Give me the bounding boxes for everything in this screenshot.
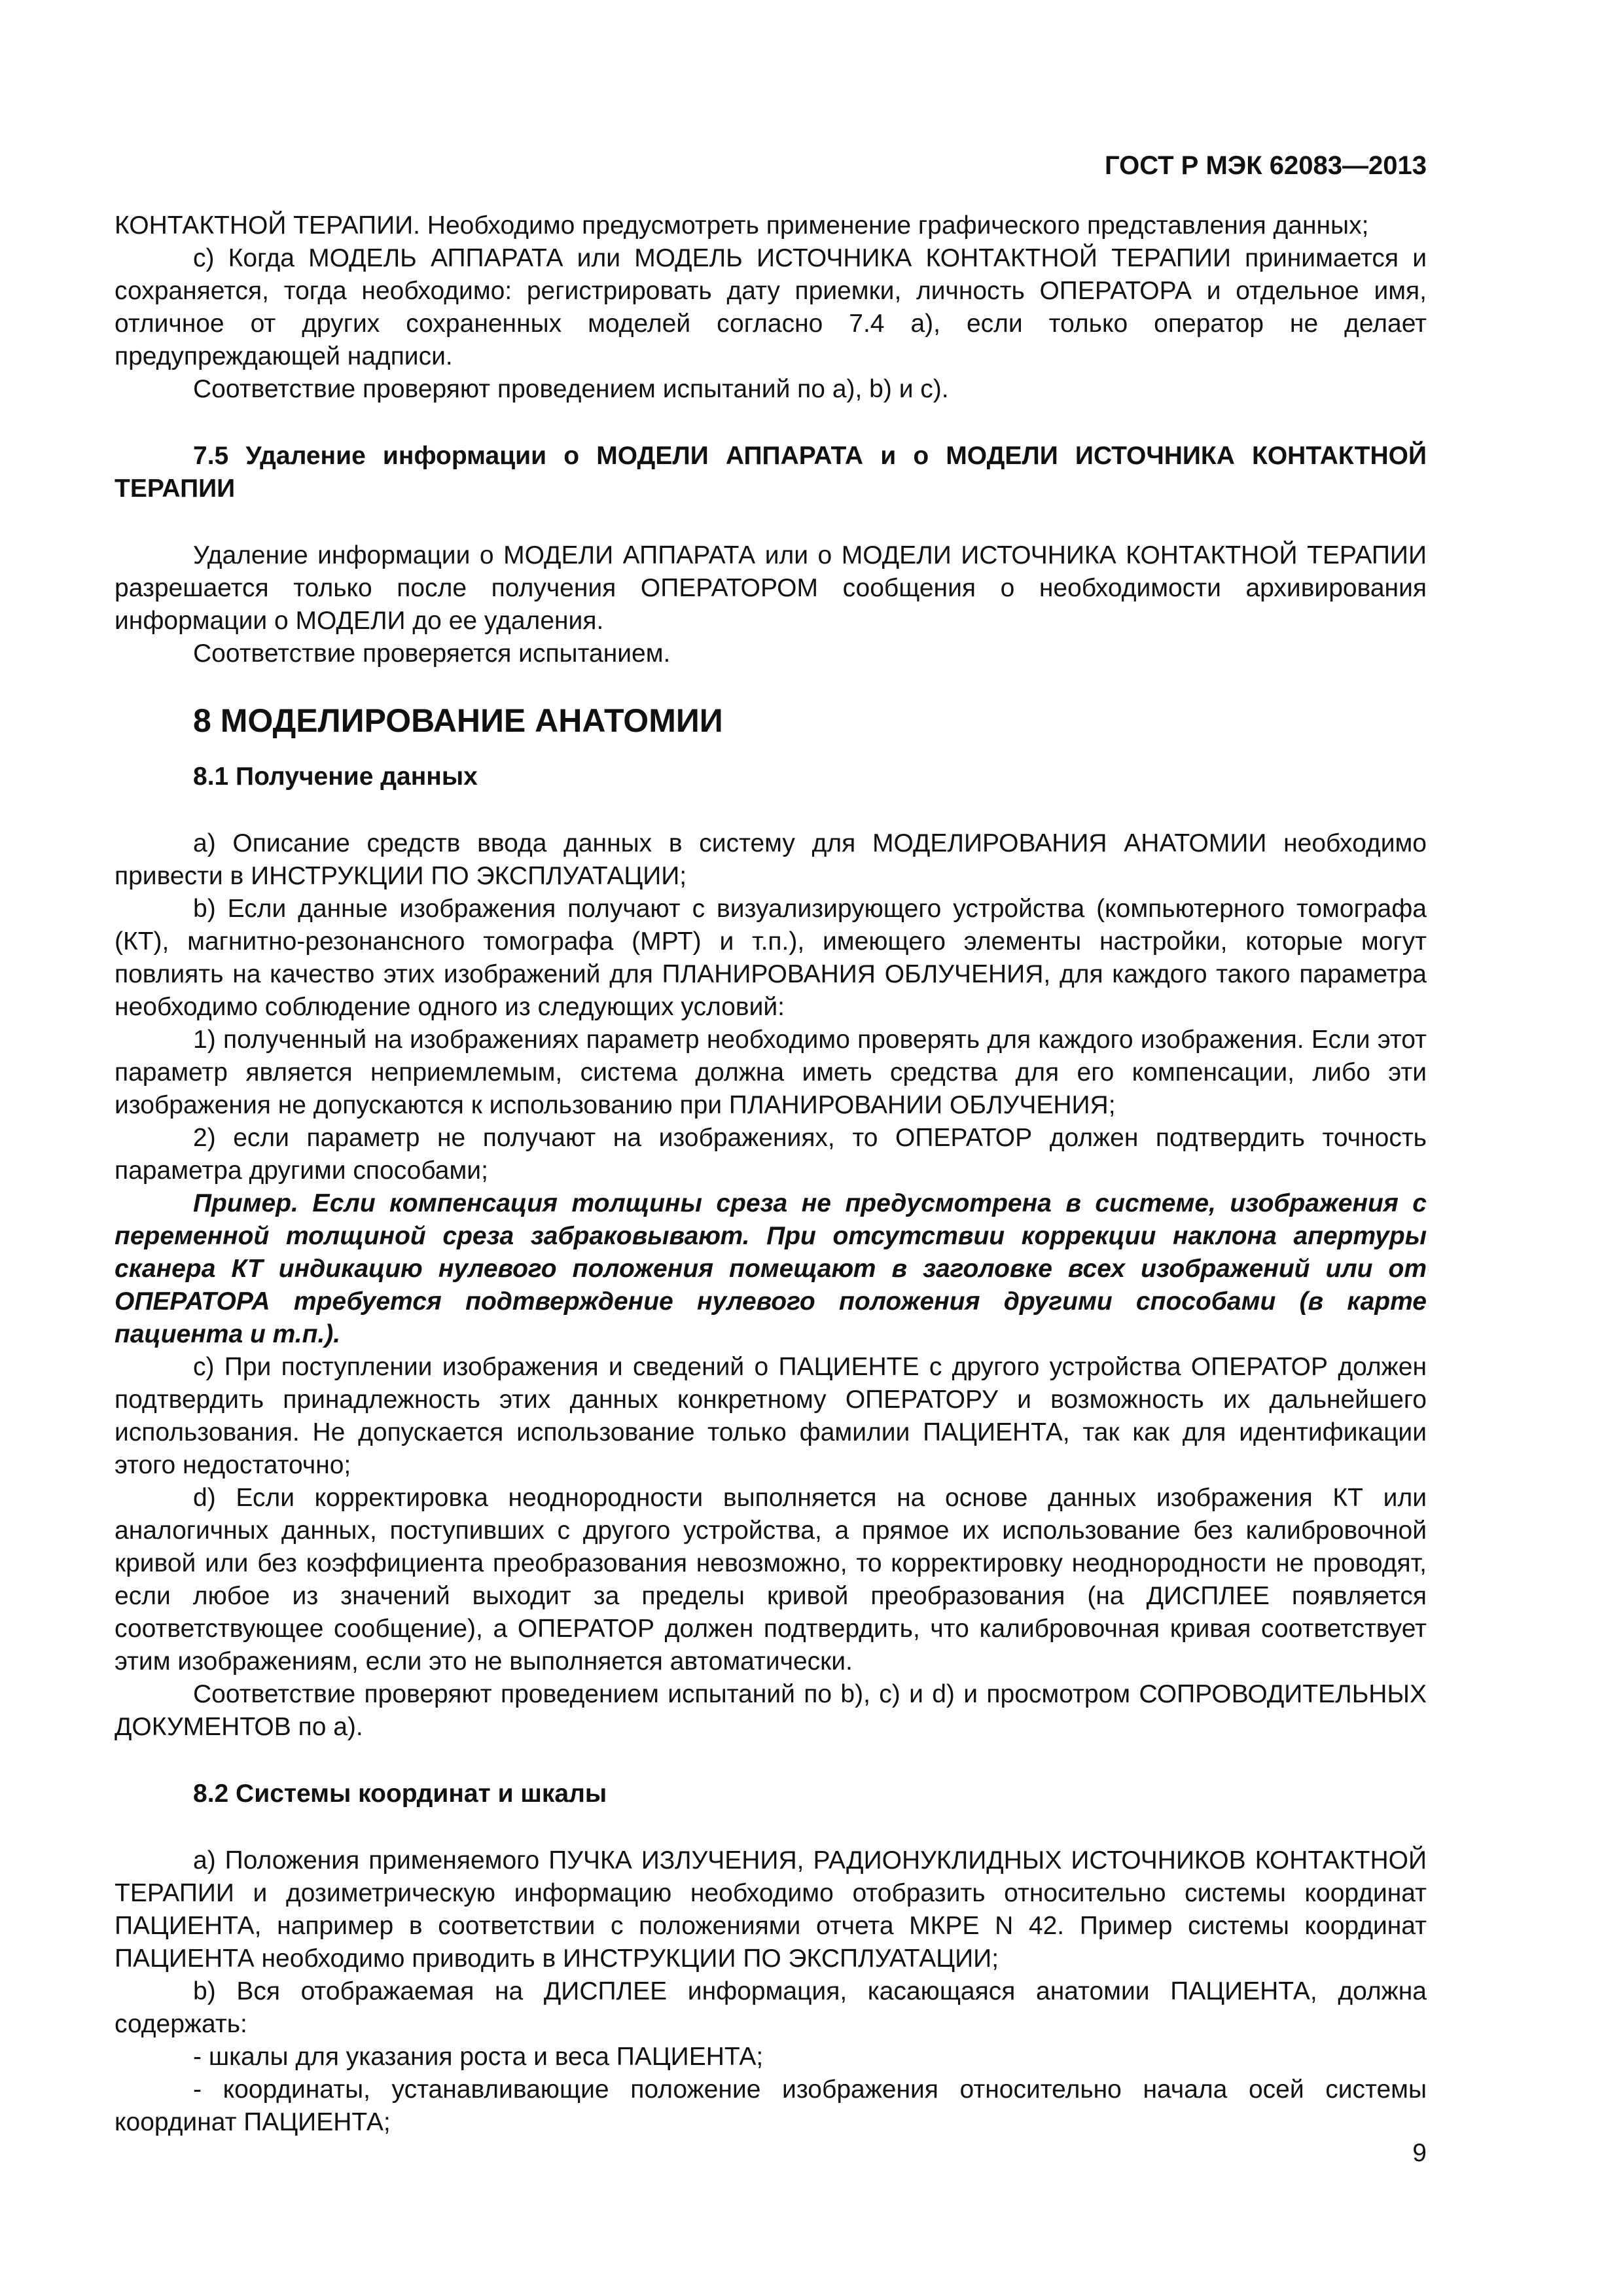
section-heading-8-1: 8.1 Получение данных xyxy=(193,762,478,791)
list-item: - шкалы для указания роста и веса ПАЦИЕНТА; xyxy=(193,2043,764,2071)
paragraph: с) При поступлении изображения и сведений о ПАЦИЕНТЕ с другого устройства ОПЕРАТОР должен подтвердить принадлежность этих данных конкретному ОПЕРАТОРУ и возможность их дальнейшего использования. Не допускается использование только фамилии ПАЦИЕНТА, так как для идентификации этого недостаточно; xyxy=(115,1353,1427,1479)
section-heading-8: 8 МОДЕЛИРОВАНИЕ АНАТОМИИ xyxy=(193,702,723,739)
paragraph: Соответствие проверяется испытанием. xyxy=(193,639,671,668)
document-header: ГОСТ Р МЭК 62083—2013 xyxy=(1104,151,1427,180)
document-body xyxy=(115,209,1427,2139)
page-number: 9 xyxy=(1412,2139,1427,2167)
paragraph: 2) если параметр не получают на изображениях, то ОПЕРАТОР должен подтвердить точность параметра другими способами; xyxy=(115,1124,1427,1185)
section-heading-8-2: 8.2 Системы координат и шкалы xyxy=(193,1780,607,1808)
paragraph: а) Описание средств ввода данных в систему для МОДЕЛИРОВАНИЯ АНАТОМИИ необходимо привести в ИНСТРУКЦИИ ПО ЭКСПЛУАТАЦИИ; xyxy=(115,829,1427,890)
list-item: - координаты, устанавливающие положение изображения относительно начала осей системы координат ПАЦИЕНТА; xyxy=(115,2075,1427,2136)
paragraph: 1) полученный на изображениях параметр необходимо проверять для каждого изображения. Если этот параметр является неприемлемым, система должна иметь средства для его компенсации, либо эти изображения не допускаются к использованию при ПЛАНИРОВАНИИ ОБЛУЧЕНИЯ; xyxy=(115,1026,1427,1119)
paragraph: а) Положения применяемого ПУЧКА ИЗЛУЧЕНИЯ, РАДИОНУКЛИДНЫХ ИСТОЧНИКОВ КОНТАКТНОЙ ТЕРАПИИ и дозиметрическую информацию необходимо отобразить относительно системы координат ПАЦИЕНТА, например в соответствии с положениями отчета МКРЕ N 42. Пример системы координат ПАЦИЕНТА необходимо приводить в ИНСТРУКЦИИ ПО ЭКСПЛУАТАЦИИ; xyxy=(115,1846,1427,1973)
paragraph: КОНТАКТНОЙ ТЕРАПИИ. Необходимо предусмотреть применение графического представления данных; xyxy=(115,211,1369,240)
paragraph: Удаление информации о МОДЕЛИ АППАРАТА или о МОДЕЛИ ИСТОЧНИКА КОНТАКТНОЙ ТЕРАПИИ разрешается только после получения ОПЕРАТОРОМ сообщения о необходимости архивирования информации о МОДЕЛИ до ее удаления. xyxy=(115,541,1427,635)
paragraph: b) Если данные изображения получают с визуализирующего устройства (компьютерного томографа (КТ), магнитно-резонансного томографа (МРТ) и т.п.), имеющего элементы настройки, которые могут повлиять на качество этих изображений для ПЛАНИРОВАНИЯ ОБЛУЧЕНИЯ, для каждого такого параметра необходимо соблюдение одного из следующих условий: xyxy=(115,895,1427,1021)
paragraph: Соответствие проверяют проведением испытаний по а), b) и с). xyxy=(193,375,949,403)
paragraph: Соответствие проверяют проведением испытаний по b), с) и d) и просмотром СОПРОВОДИТЕЛЬНЫХ ДОКУМЕНТОВ по а). xyxy=(115,1680,1427,1741)
paragraph: b) Вся отображаемая на ДИСПЛЕЕ информация, касающаяся анатомии ПАЦИЕНТА, должна содержать: xyxy=(115,1977,1427,2038)
section-heading-7-5: 7.5 Удаление информации о МОДЕЛИ АППАРАТА и о МОДЕЛИ ИСТОЧНИКА КОНТАКТНОЙ ТЕРАПИИ xyxy=(115,442,1427,503)
example-note: Пример. Если компенсация толщины среза не предусмотрена в системе, изображения с переменной толщиной среза забраковывают. При отсутствии коррекции наклона апертуры сканера КТ индикацию нулевого положения помещают в заголовке всех изображений или от ОПЕРАТОРА требуется подтверждение нулевого положения другими способами (в карте пациента и т.п.). xyxy=(115,1189,1427,1348)
paragraph: с) Когда МОДЕЛЬ АППАРАТА или МОДЕЛЬ ИСТОЧНИКА КОНТАКТНОЙ ТЕРАПИИ принимается и сохраняется, тогда необходимо: регистрировать дату приемки, личность ОПЕРАТОРА и отдельное имя, отличное от других сохраненных моделей согласно 7.4 а), если только оператор не делает предупреждающей надписи. xyxy=(115,244,1427,370)
paragraph: d) Если корректировка неоднородности выполняется на основе данных изображения КТ или аналогичных данных, поступивших с другого устройства, а прямое их использование без калибровочной кривой или без коэффициента преобразования невозможно, то корректировку неоднородности не проводят, если любое из значений выходит за пределы кривой преобразования (на ДИСПЛЕЕ появляется соответствующее сообщение), а ОПЕРАТОР должен подтвердить, что калибровочная кривая соответствует этим изображениям, если это не выполняется автоматически. xyxy=(115,1484,1427,1676)
